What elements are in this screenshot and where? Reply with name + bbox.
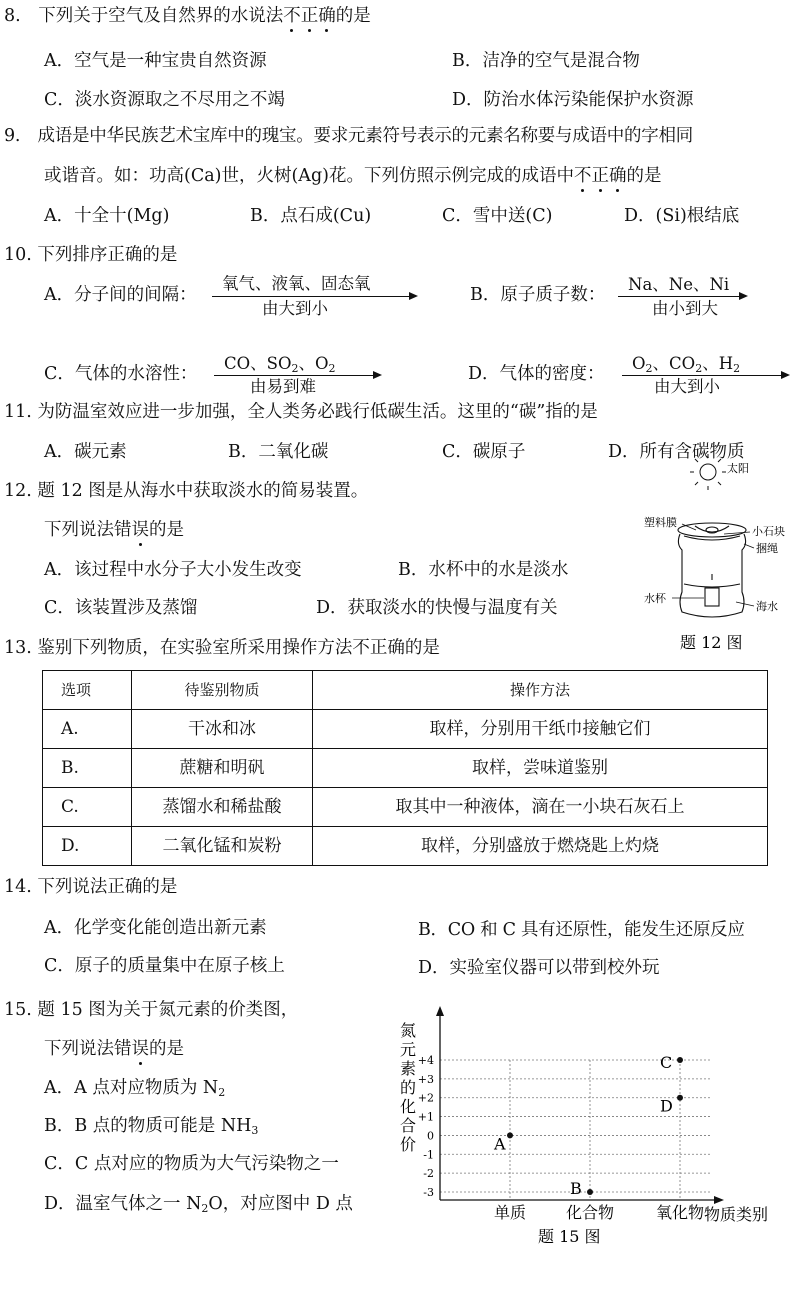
table-cell: 取样，分别盛放于燃烧匙上灼烧 <box>313 827 768 866</box>
table-header: 操作方法 <box>313 671 768 710</box>
q15-sub-text: 下列说法错 <box>44 1039 132 1059</box>
q8-option-a: A．空气是一种宝贵自然资源 <box>44 51 267 71</box>
x-tick-label: 氧化物 <box>655 1203 705 1222</box>
q9-option-a: A．十全十(Mg) <box>44 206 170 226</box>
y-tick-label: +4 <box>417 1054 434 1067</box>
q15-sub-stem <box>44 1041 184 1059</box>
q15-option-a <box>44 1080 225 1098</box>
data-point-label: A <box>494 1134 506 1154</box>
q13-table <box>42 670 768 866</box>
subscript: 2 <box>733 362 741 375</box>
q10-option-c-label: C．气体的水溶性： <box>44 364 198 384</box>
q8-option-c: C．淡水资源取之不尽用之不竭 <box>44 90 285 110</box>
y-tick-label: -2 <box>423 1167 434 1181</box>
q14-option-c: C．原子的质量集中在原子核上 <box>44 956 285 976</box>
q10-option-a-arrow <box>212 296 410 297</box>
q10-option-c-top <box>224 356 336 373</box>
q15-option-c: C．C 点对应的物质为大气污染物之一 <box>44 1154 339 1174</box>
subscript: 2 <box>328 362 336 375</box>
subscript: 2 <box>695 362 703 375</box>
label-film: 塑料膜 <box>644 516 677 529</box>
y-tick-label: -3 <box>423 1186 434 1199</box>
q10-option-c-arrowhead <box>373 371 382 379</box>
data-point-label: D <box>660 1096 673 1116</box>
q15-stem: 15. 题 15 图为关于氮元素的价类图， <box>4 1000 299 1020</box>
jar-icon <box>678 523 746 617</box>
q9-stem-line2 <box>44 168 661 186</box>
q10-option-b-arrowhead <box>739 292 748 300</box>
q9-option-c: C．雪中送(C) <box>442 206 553 226</box>
q8-stem <box>4 8 371 26</box>
formula-text: O <box>632 354 646 373</box>
q12-option-b: B．水杯中的水是淡水 <box>398 560 569 580</box>
q11-stem: 11. 为防温室效应进一步加强，全人类务必践行低碳生活。这里的“碳”指的是 <box>4 402 598 422</box>
subscript: 2 <box>645 362 653 375</box>
q14-stem: 14. 下列说法正确的是 <box>4 877 178 897</box>
q14-option-d: D．实验室仪器可以带到校外玩 <box>418 958 660 978</box>
emphasis-char: 不 <box>573 166 592 186</box>
table-cell: 取样，分别用干纸巾接触它们 <box>313 710 768 749</box>
q9-option-d: D．(Si)根结底 <box>624 206 740 226</box>
q10-option-d-arrowhead <box>781 371 790 379</box>
q14-option-b: B．CO 和 C 具有还原性，能发生还原反应 <box>418 920 745 940</box>
emphasis-char: 确 <box>608 166 627 186</box>
q12-option-a: A．该过程中水分子大小发生改变 <box>44 560 302 580</box>
q9-stem-end: 的是 <box>626 166 662 186</box>
q8-option-d: D．防治水体污染能保护水资源 <box>452 90 694 110</box>
table-cell: B. <box>43 749 132 788</box>
y-tick-label: -1 <box>423 1148 434 1162</box>
emphasis-char: 正 <box>300 6 319 26</box>
subscript: 2 <box>291 362 299 375</box>
table-cell: 干冰和冰 <box>132 710 313 749</box>
q15-chart <box>392 1004 792 1248</box>
y-axis-title-char: 氮 <box>400 1021 417 1040</box>
table-row <box>43 749 768 788</box>
q8-stem-end: 的是 <box>335 6 371 26</box>
x-tick-label: 化合物 <box>565 1203 615 1222</box>
emphasis-char: 不 <box>283 6 301 26</box>
table-cell: 蔗糖和明矾 <box>132 749 313 788</box>
table-header-row <box>43 671 768 710</box>
x-axis-title: 物质类别 <box>704 1205 769 1224</box>
y-tick-label: +2 <box>417 1091 434 1105</box>
q8-stem-text: 8. 下列关于空气及自然界的水说法 <box>4 6 284 26</box>
q12-stem: 12. 题 12 图是从海水中获取淡水的简易装置。 <box>4 481 369 501</box>
x-tick-label: 单质 <box>493 1203 527 1222</box>
table-cell: 二氧化锰和炭粉 <box>132 827 313 866</box>
table-row <box>43 710 768 749</box>
q10-option-a-arrowhead <box>409 292 418 300</box>
data-point-label: B <box>570 1179 582 1198</box>
y-axis-title-char: 元 <box>400 1040 417 1059</box>
formula-text: 、H <box>702 354 734 373</box>
table-cell: D. <box>43 827 132 866</box>
q14-option-a: A．化学变化能创造出新元素 <box>44 918 267 938</box>
emphasis-char: 误 <box>131 520 149 540</box>
q10-option-d-top <box>632 356 740 373</box>
q10-option-b-label: B．原子质子数： <box>470 285 606 305</box>
table-row <box>43 788 768 827</box>
data-point <box>677 1057 683 1063</box>
label-rope: 捆绳 <box>756 542 778 555</box>
sun-icon <box>690 454 726 490</box>
option-text: A．A 点对应物质为 N <box>44 1078 219 1098</box>
y-axis-arrow <box>436 1006 444 1016</box>
q10-option-b-top: Na、Ne、Ni <box>628 275 730 294</box>
y-tick-label: +3 <box>417 1072 434 1086</box>
formula-text: 、CO <box>652 354 696 373</box>
y-tick-label: +1 <box>417 1110 434 1124</box>
q10-option-d-bottom: 由大到小 <box>654 377 720 396</box>
y-tick-label: 0 <box>427 1129 434 1143</box>
q10-option-a-top: 氧气、液氧、固态氧 <box>222 274 371 293</box>
q10-option-d-label: D．气体的密度： <box>468 364 605 384</box>
q10-option-b-arrow <box>618 296 740 297</box>
label-seawater: 海水 <box>756 600 778 613</box>
q12-option-d: D．获取淡水的快慢与温度有关 <box>316 598 558 618</box>
q12-sub-end: 的是 <box>149 520 184 540</box>
emphasis-char: 正 <box>591 166 609 186</box>
table-cell: A. <box>43 710 132 749</box>
q10-option-a-bottom: 由大到小 <box>262 299 328 318</box>
y-axis-title <box>400 1021 416 1154</box>
q12-sub-text: 下列说法错 <box>44 520 132 540</box>
option-text: D．温室气体之一 N <box>44 1194 202 1214</box>
label-stone: 小石块 <box>752 525 785 538</box>
q11-option-c: C．碳原子 <box>442 442 526 462</box>
subscript: 2 <box>201 1202 209 1215</box>
q13-stem: 13. 鉴别下列物质，在实验室所采用操作方法不正确的是 <box>4 638 440 658</box>
table-header: 选项 <box>43 671 132 710</box>
q10-option-a-label: A．分子间的间隔： <box>44 285 197 305</box>
data-point-label: C <box>660 1053 673 1072</box>
y-axis-title-char: 化 <box>400 1097 417 1116</box>
q11-option-d: D．所有含碳物质 <box>608 442 745 462</box>
q12-sub-stem <box>44 522 184 540</box>
q9-option-b: B．点石成(Cu) <box>250 206 372 226</box>
option-text: O，对应图中 D 点 <box>208 1194 353 1214</box>
q11-option-b: B．二氧化碳 <box>228 442 329 462</box>
q15-option-b <box>44 1118 258 1136</box>
subscript: 2 <box>218 1086 226 1099</box>
data-point <box>677 1095 683 1101</box>
data-point <box>507 1132 513 1138</box>
q15-option-d <box>44 1196 353 1214</box>
table-header: 待鉴别物质 <box>132 671 313 710</box>
q15-sub-end: 的是 <box>149 1039 184 1059</box>
subscript: 3 <box>251 1124 259 1137</box>
label-sun: 太阳 <box>727 462 749 475</box>
y-axis-title-char: 价 <box>400 1135 417 1154</box>
x-axis-arrow <box>714 1196 724 1204</box>
table-cell: C. <box>43 788 132 827</box>
q9-stem-line1: 9. 成语是中华民族艺术宝库中的瑰宝。要求元素符号表示的元素名称要与成语中的字相同 <box>4 126 693 146</box>
q10-stem: 10. 下列排序正确的是 <box>4 245 178 265</box>
table-cell: 蒸馏水和稀盐酸 <box>132 788 313 827</box>
q10-option-c-bottom: 由易到难 <box>250 377 316 396</box>
table-cell: 取样，尝味道鉴别 <box>313 749 768 788</box>
label-cup: 水杯 <box>644 592 666 605</box>
q11-option-a: A．碳元素 <box>44 442 127 462</box>
y-axis-title-char: 素 <box>400 1059 417 1078</box>
y-axis-title-char: 合 <box>400 1116 417 1135</box>
q12-option-c: C．该装置涉及蒸馏 <box>44 598 198 618</box>
option-text: B．B 点的物质可能是 NH <box>44 1116 252 1136</box>
figure-15-caption: 题 15 图 <box>538 1227 601 1246</box>
figure-12-caption: 题 12 图 <box>680 633 743 652</box>
q12-figure <box>640 452 794 658</box>
q10-option-b-bottom: 由小到大 <box>652 299 718 318</box>
emphasis-char: 确 <box>318 6 336 26</box>
formula-text: 、O <box>298 354 329 373</box>
formula-text: CO、SO <box>224 354 292 373</box>
data-point <box>587 1189 593 1195</box>
q9-stem-text: 或谐音。如：功高(Ca)世，火树(Ag)花。下列仿照示例完成的成语中 <box>44 166 574 186</box>
table-cell: 取其中一种液体，滴在一小块石灰石上 <box>313 788 768 827</box>
q8-option-b: B．洁净的空气是混合物 <box>452 51 640 71</box>
table-row <box>43 827 768 866</box>
emphasis-char: 误 <box>131 1039 149 1059</box>
y-axis-title-char: 的 <box>400 1078 417 1097</box>
